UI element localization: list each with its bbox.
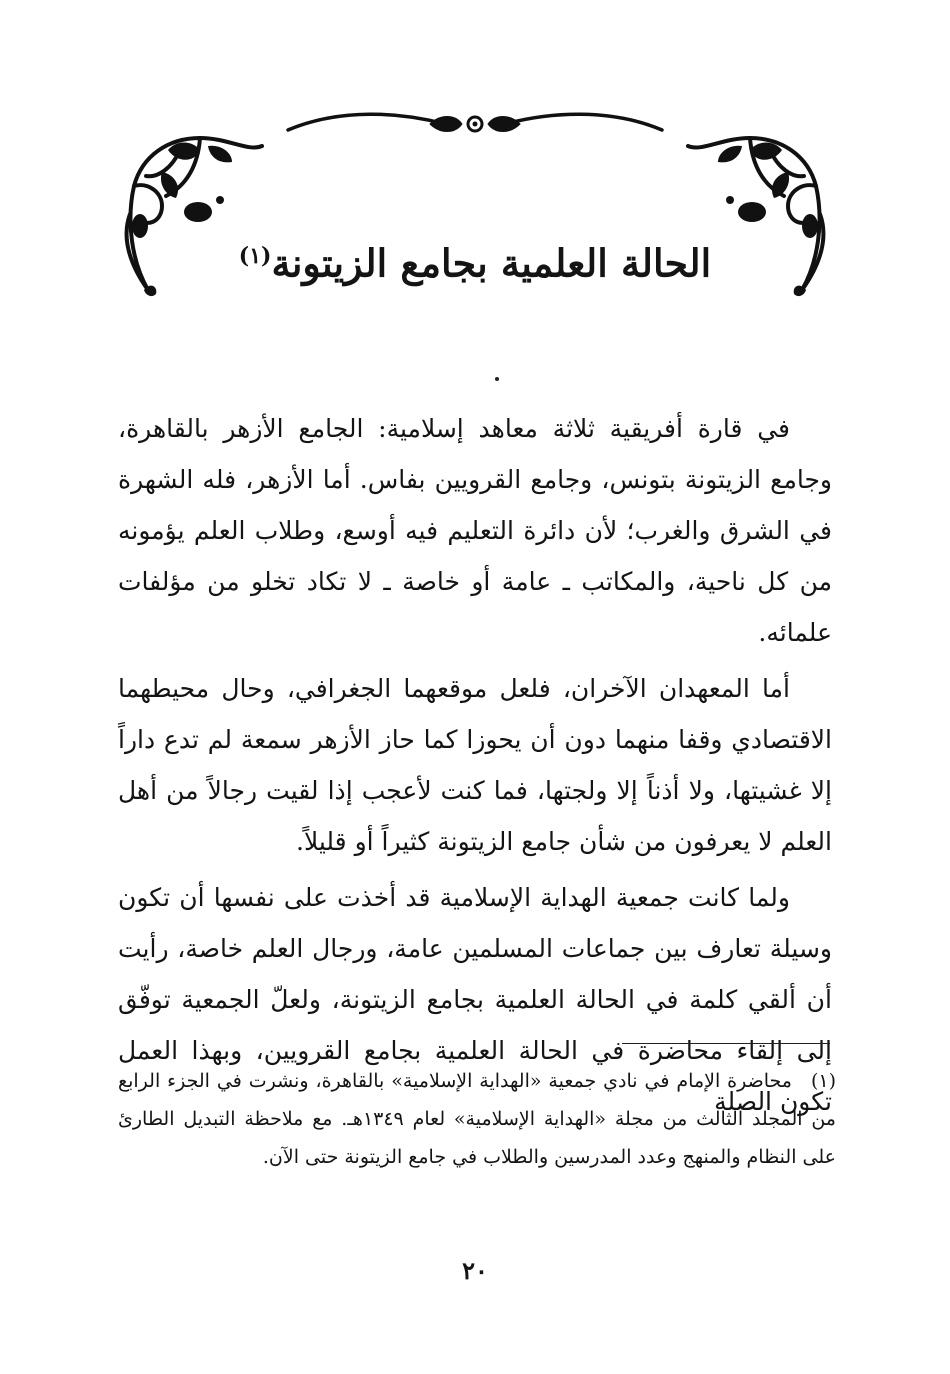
footnote-text: محاضرة الإمام في نادي جمعية «الهداية الإسلامية» بالقاهرة، ونشرت في الجزء الرابع من المجلد الثالث من مجلة «الهداية الإسلامية» لعام ١٣٤٩هـ. مع ملاحظة التبديل الطارئ على النظام والمنهج وعدد المدرسين والطلاب في جامع الزيتونة حتى الآن.	[118, 1070, 836, 1168]
footnote	[118, 1062, 836, 1176]
footnote-reference: (١)	[238, 243, 272, 269]
body-text	[118, 403, 832, 1132]
page-number: ٢٠	[462, 1256, 488, 1285]
footnote-number: (١)	[810, 1070, 836, 1092]
chapter-title-text: الحالة العلمية بجامع الزيتونة	[271, 240, 712, 286]
top-knot-icon	[430, 117, 520, 132]
paragraph: ولما كانت جمعية الهداية الإسلامية قد أخذت على نفسها أن تكون وسيلة تعارف بين جماعات المسلمين عامة، ورجال العلم خاصة، رأيت أن ألقي كلمة في الحالة العلمية بجامع الزيتونة، ولعلّ الجمعية توفّق إلى إلقاء محاضرة في الحالة العلمية بجامع القرويين، وبهذا العمل تكون الصلة	[118, 883, 832, 1116]
paragraph: أما المعهدان الآخران، فلعل موقعهما الجغرافي، وحال محيطهما الاقتصادي وقفا منهما دون أن يحوزا كما حاز الأزهر سمعة لم تدع داراً إلا غشيتها، ولا أذناً إلا ولجتها، فما كنت لأعجب إذا لقيت رجالاً من أهل العلم لا يعرفون من شأن جامع الزيتونة كثيراً أو قليلاً.	[118, 674, 832, 856]
footnote-separator	[622, 1043, 830, 1044]
decorative-dot	[495, 377, 499, 381]
chapter-title	[150, 216, 800, 296]
paragraph: في قارة أفريقية ثلاثة معاهد إسلامية: الجامع الأزهر بالقاهرة، وجامع الزيتونة بتونس، وجامع القرويين بفاس. أما الأزهر، فله الشهرة في الشرق والغرب؛ لأن دائرة التعليم فيه أوسع، وطلاب العلم يؤمونه من كل ناحية، والمكاتب ـ عامة أو خاصة ـ لا تكاد تخلو من مؤلفات علمائه.	[118, 414, 832, 647]
